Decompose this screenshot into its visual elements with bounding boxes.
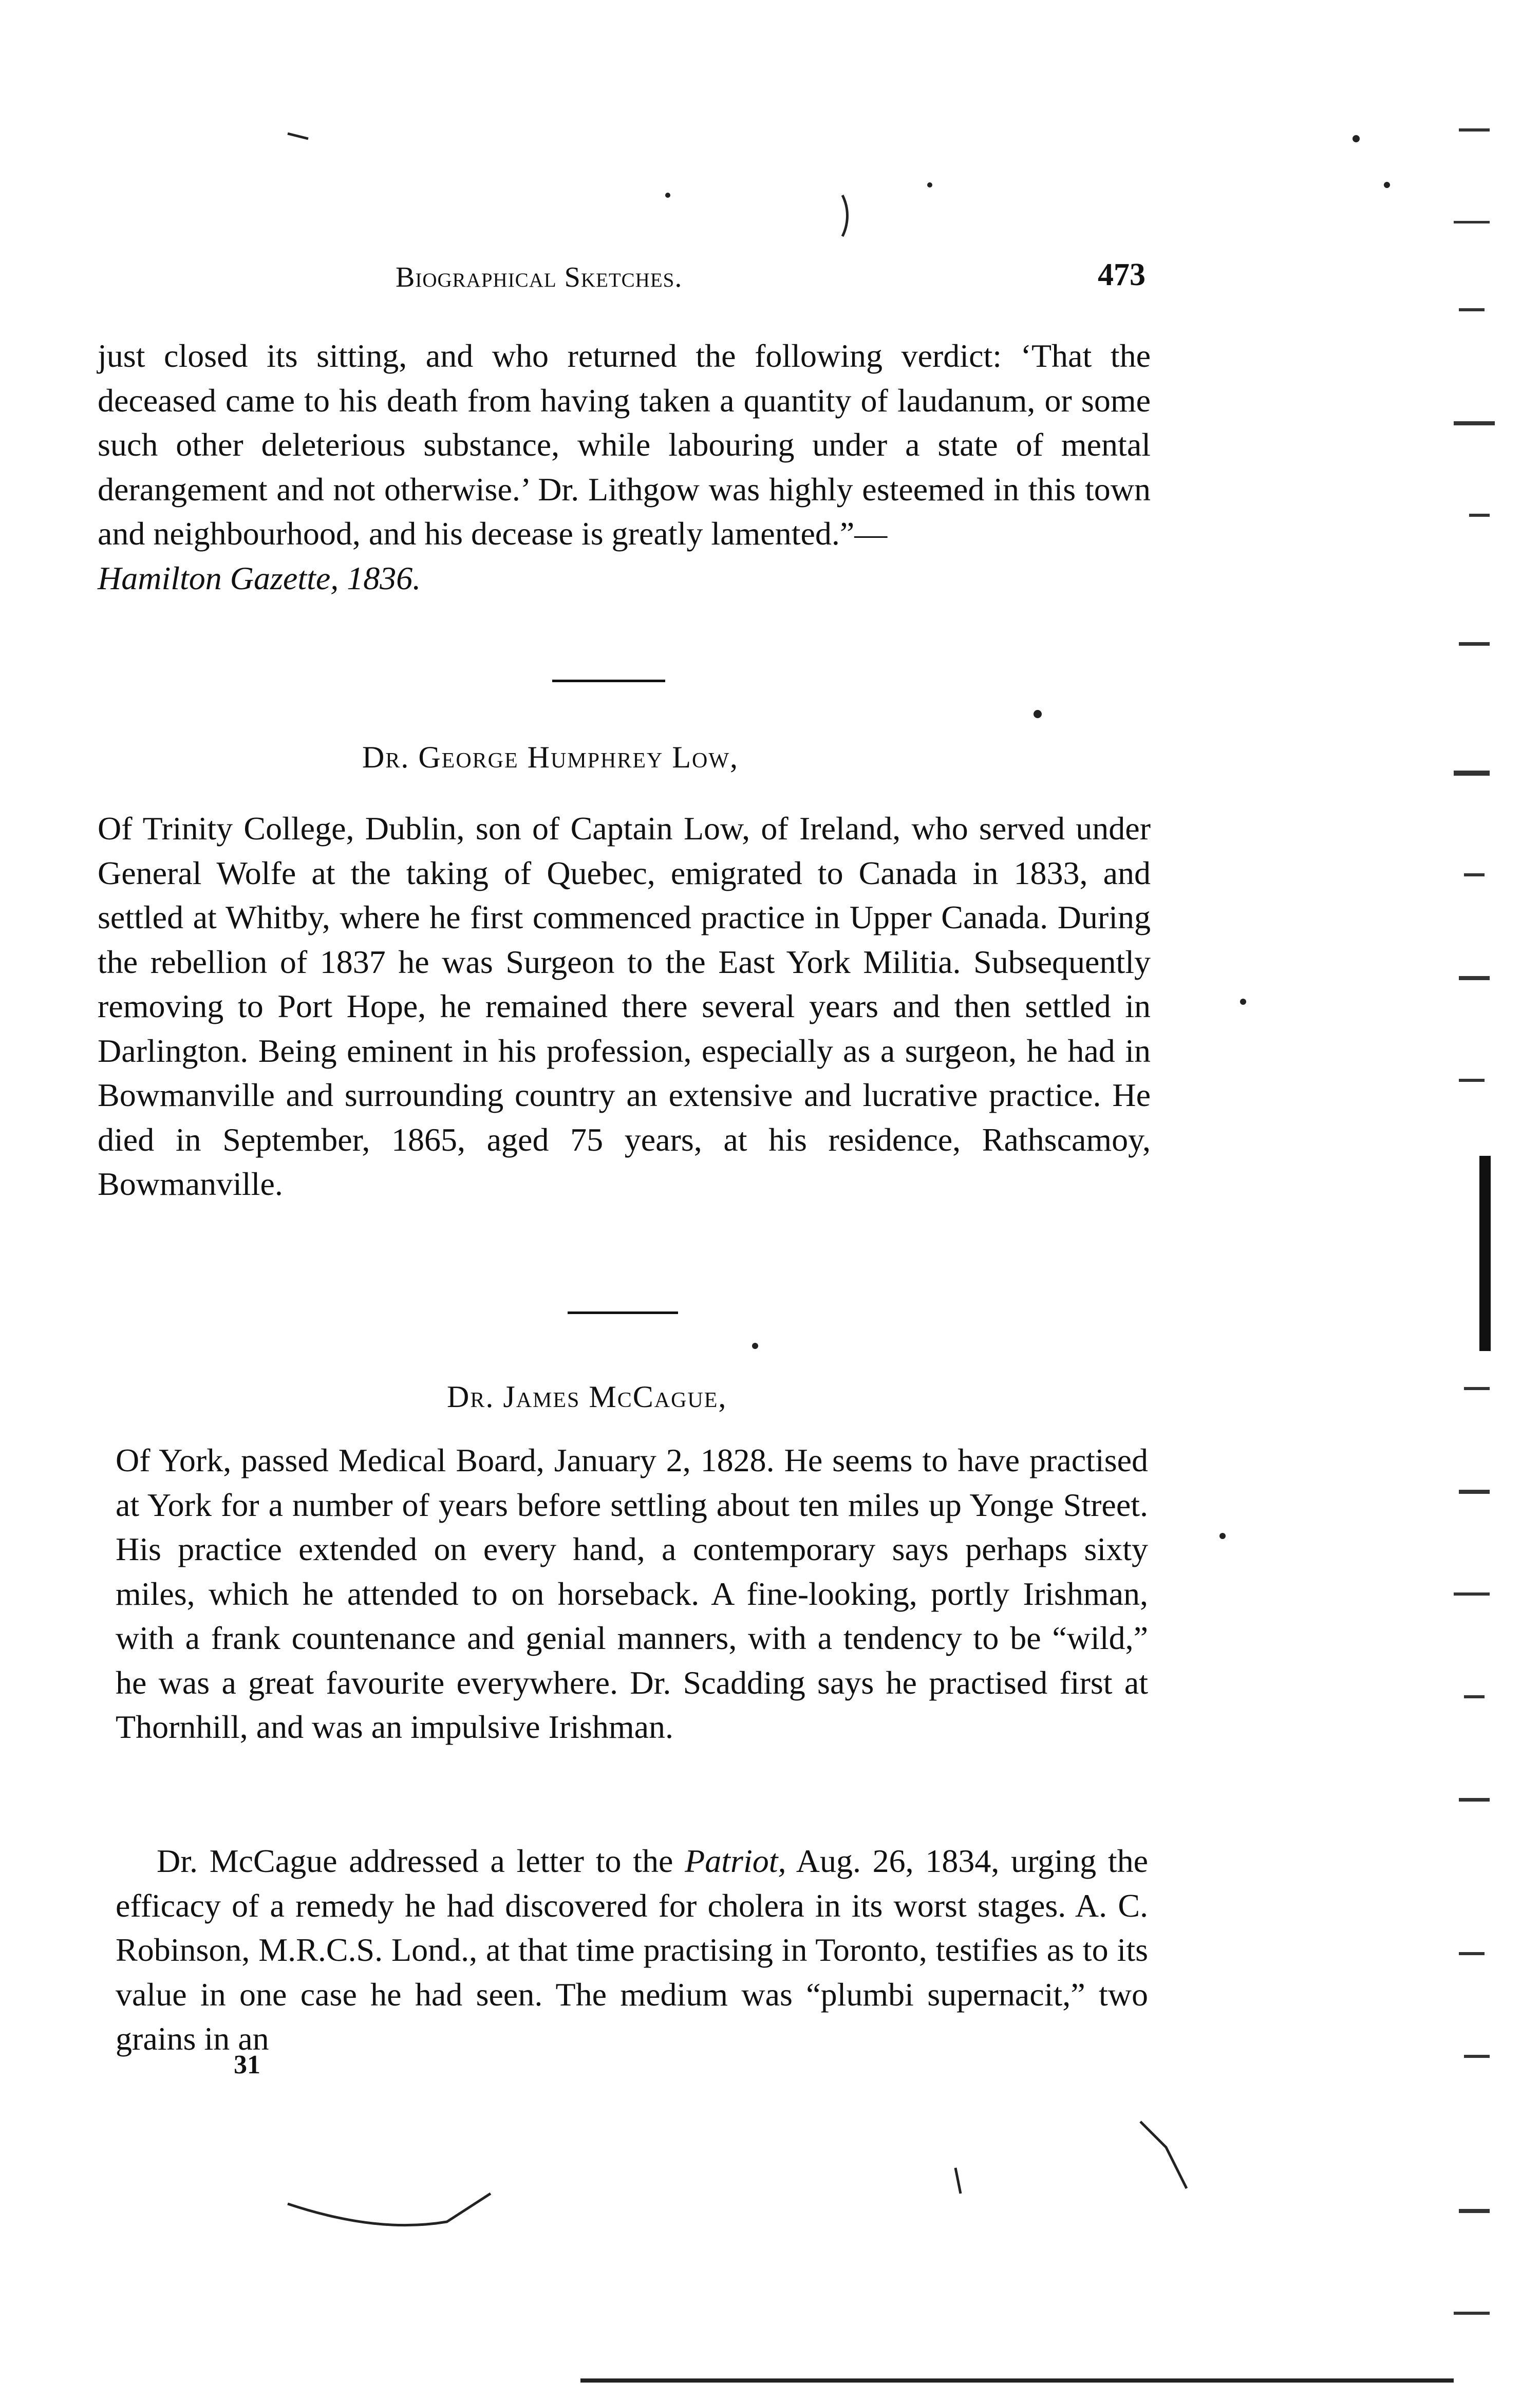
entry-heading-mccague: Dr. James McCague, <box>447 1380 727 1414</box>
low-paragraph: Of Trinity College, Dublin, son of Captain Low, of Ireland, who served under General Wolfe at the taking of Quebec, emigrated to Canada in 1833, and settled at Whitby, where he first commenced practice in Upper Canada. During the rebellion of 1837 he was Surgeon to the East York Militia. Subsequently removing to Port Hope, he remained there several years and then settled in Darlington. Being eminent in his profession, especially as a surgeon, he had in Bowmanville and surrounding country an extensive and lucrative practice. He died in September, 1865, aged 75 years, at his residence, Rathscamoy, Bowmanville. <box>98 810 1151 1202</box>
running-head <box>396 257 1145 298</box>
scan-bottom-edge <box>580 2378 1454 2383</box>
mccague-paragraph-2-rest: Aug. 26, 1834, urging the efficacy of a remedy he had discovered for cholera in its worst stages. A. C. Robinson, M.R.C.S. Lond., at that time practising in Toronto, testifies as to its value in one case he had seen. The medium was “plumbi supernacit,” two grains in an <box>116 1843 1149 2057</box>
binding-shadow <box>1479 1156 1491 1351</box>
mccague-paragraph-2 <box>116 1839 1148 2061</box>
lithgow-continuation-paragraph <box>98 334 1151 601</box>
entry-heading-low: Dr. George Humphrey Low, <box>362 740 739 774</box>
lithgow-continuation-text: just closed its sitting, and who returned the following verdict: ‘That the deceased came to his death from having taken a quantity of laudanum, or some such other deleterious substance, while labouring under a state of mental derangement and not otherwise.’ Dr. Lithgow was highly esteemed in this town and neighbourhood, and his decease is greatly lamented.”— <box>98 338 1151 552</box>
mccague-paragraph-1: Of York, passed Medical Board, January 2, 1828. He seems to have practised at York for a number of years before settling about ten miles up Yonge Street. His practice extended on every hand, a contemporary says perhaps sixty miles, which he attended to on horseback. A fine-looking, portly Irishman, with a frank countenance and genial manners, with a tendency to be “wild,” he was a great favourite everywhere. Dr. Scadding says he practised first at Thornhill, and was an impulsive Irishman. <box>116 1442 1148 1745</box>
page-number: 473 <box>1098 257 1145 292</box>
section-divider <box>552 680 665 682</box>
signature-mark: 31 <box>234 2050 260 2079</box>
newspaper-title: Patriot, <box>685 1843 786 1879</box>
lithgow-citation: Hamilton Gazette, 1836. <box>98 559 421 596</box>
section-divider <box>568 1311 678 1314</box>
mccague-paragraph-2-start: Dr. McCague addressed a letter to the <box>157 1843 685 1879</box>
running-title: Biographical Sketches. <box>396 261 683 293</box>
